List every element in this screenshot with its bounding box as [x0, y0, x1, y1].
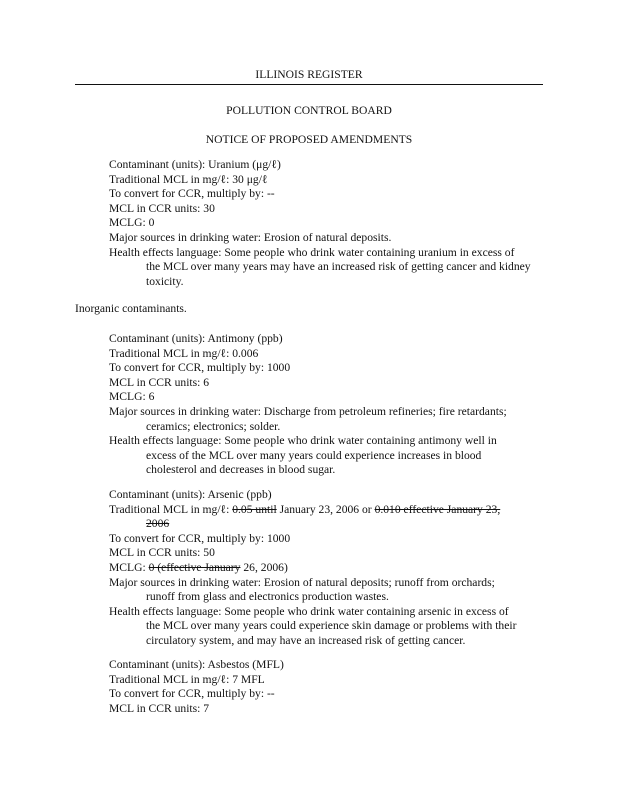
uranium-convert: To convert for CCR, multiply by: -- [109, 187, 275, 201]
register-title: ILLINOIS REGISTER [255, 68, 363, 81]
uranium-traditional-mcl: Traditional MCL in mg/ℓ: 30 μg/ℓ [109, 172, 268, 186]
arsenic-traditional-prefix: Traditional MCL in mg/ℓ: [109, 502, 233, 516]
inorganic-heading: Inorganic contaminants. [75, 302, 187, 315]
arsenic-convert: To convert for CCR, multiply by: 1000 [109, 531, 291, 545]
antimony-mclg: MCLG: 6 [109, 390, 155, 404]
arsenic-traditional-struck-1: 0.05 until [232, 502, 277, 516]
arsenic-health-line-1: Health effects language: Some people who drink water containing arsenic in excess of [109, 604, 509, 618]
asbestos-mcl-ccr: MCL in CCR units: 7 [109, 701, 210, 715]
antimony-contaminant: Contaminant (units): Antimony (ppb) [109, 332, 283, 345]
antimony-health-line-2: excess of the MCL over many years could experience increases in blood [146, 448, 482, 462]
arsenic-traditional-mid: January 23, 2006 or [276, 502, 375, 516]
antimony-convert: To convert for CCR, multiply by: 1000 [109, 361, 291, 375]
arsenic-sources-line-2: runoff from glass and electronics production wastes. [146, 590, 389, 604]
uranium-health-line-3: toxicity. [146, 274, 184, 288]
asbestos-section [109, 658, 549, 716]
arsenic-mclg-suffix: 26, 2006) [240, 560, 288, 574]
asbestos-traditional-mcl: Traditional MCL in mg/ℓ: 7 MFL [109, 672, 265, 686]
uranium-contaminant: Contaminant (units): Uranium (μg/ℓ) [109, 158, 281, 171]
arsenic-mclg-struck: 0 (effective January [148, 560, 241, 574]
agency-title: POLLUTION CONTROL BOARD [226, 104, 392, 117]
antimony-sources-line-2: ceramics; electronics; solder. [146, 419, 281, 433]
arsenic-traditional-mcl [109, 503, 549, 518]
arsenic-sources-line-1: Major sources in drinking water: Erosion of natural deposits; runoff from orchards; [109, 575, 495, 589]
arsenic-health-line-3: circulatory system, and may have an increased risk of getting cancer. [146, 633, 466, 647]
arsenic-mcl-ccr: MCL in CCR units: 50 [109, 546, 215, 560]
uranium-sources: Major sources in drinking water: Erosion of natural deposits. [109, 230, 392, 244]
uranium-health-line-1: Health effects language: Some people who drink water containing uranium in excess of [109, 245, 515, 259]
antimony-mcl-ccr: MCL in CCR units: 6 [109, 375, 210, 389]
arsenic-mclg [109, 561, 549, 576]
header-rule [75, 84, 543, 85]
antimony-health-line-1: Health effects language: Some people who drink water containing antimony well in [109, 434, 497, 448]
arsenic-section [109, 488, 549, 649]
asbestos-convert: To convert for CCR, multiply by: -- [109, 687, 275, 701]
antimony-health-line-3: cholesterol and decreases in blood sugar. [146, 463, 336, 477]
uranium-mcl-ccr: MCL in CCR units: 30 [109, 201, 215, 215]
arsenic-contaminant: Contaminant (units): Arsenic (ppb) [109, 488, 272, 501]
arsenic-traditional-struck-2: 0.010 effective January 23, [374, 502, 501, 516]
notice-title: NOTICE OF PROPOSED AMENDMENTS [205, 133, 413, 146]
asbestos-contaminant: Contaminant (units): Asbestos (MFL) [109, 658, 284, 671]
uranium-mclg: MCLG: 0 [109, 216, 155, 230]
uranium-health-line-2: the MCL over many years may have an increased risk of getting cancer and kidney [146, 260, 531, 274]
antimony-section [109, 332, 549, 478]
arsenic-mclg-prefix: MCLG: [109, 560, 149, 574]
arsenic-health-line-2: the MCL over many years could experience skin damage or problems with their [146, 619, 517, 633]
arsenic-traditional-struck-3: 2006 [146, 517, 170, 531]
uranium-section [109, 158, 549, 289]
antimony-traditional-mcl: Traditional MCL in mg/ℓ: 0.006 [109, 346, 259, 360]
antimony-sources-line-1: Major sources in drinking water: Discharge from petroleum refineries; fire retardants; [109, 404, 507, 418]
